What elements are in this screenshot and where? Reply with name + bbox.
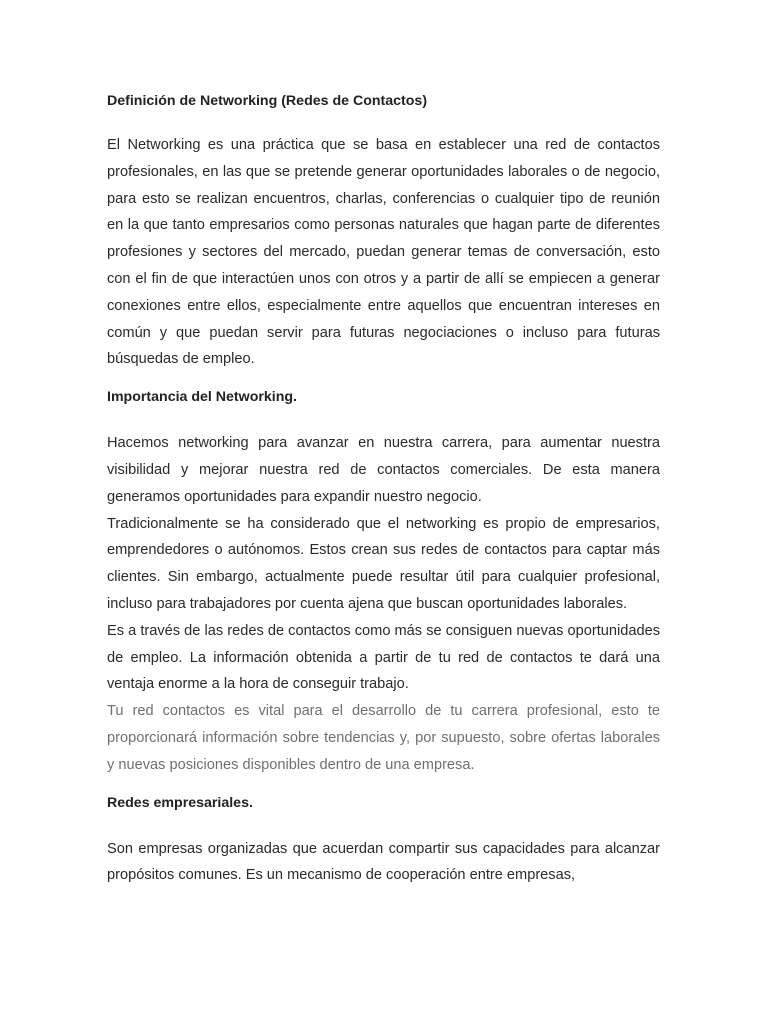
paragraph-importance-4: Tu red contactos es vital para el desarrollo de tu carrera profesional, esto te proporcionará información sobre tendencias y, por supuesto, sobre ofertas laborales y nuevas posiciones disponibles dentro de una empresa. — [107, 703, 660, 773]
paragraph-definition: El Networking es una práctica que se basa en establecer una red de contactos profesionales, en las que se pretende generar oportunidades laborales o de negocio, para esto se realizan encuentros, charlas, conferencias o cualquier tipo de reunión en la que tanto empresarios como personas naturales que hagan parte de diferentes profesiones y sectores del mercado, puedan generar temas de conversación, esto con el fin de que interactúen unos con otros y a partir de allí se empiecen a generar conexiones entre ellos, especialmente entre aquellos que encuentran intereses en común y que puedan servir para futuras negociaciones o incluso para futuras búsquedas de empleo. — [107, 137, 660, 368]
section-heading-business-networks: Redes empresariales. — [107, 794, 253, 811]
paragraph-importance-1: Hacemos networking para avanzar en nuestra carrera, para aumentar nuestra visibilidad y mejorar nuestra red de contactos comerciales. De esta manera generamos oportunidades para expandir nuestro negocio. — [107, 435, 660, 505]
paragraph-importance-2: Tradicionalmente se ha considerado que el networking es propio de empresarios, emprendedores o autónomos. Estos crean sus redes de contactos para captar más clientes. Sin embargo, actualmente puede resultar útil para cualquier profesional, incluso para trabajadores por cuenta ajena que buscan oportunidades laborales. — [107, 515, 660, 612]
section-heading-definition: Definición de Networking (Redes de Contactos) — [107, 93, 428, 109]
section-heading-importance: Importancia del Networking. — [107, 389, 297, 406]
document-page — [107, 90, 660, 889]
paragraph-importance-3: Es a través de las redes de contactos como más se consiguen nuevas oportunidades de empleo. La información obtenida a partir de tu red de contactos te dará una ventaja enorme a la hora de conseguir trabajo. — [107, 622, 660, 693]
paragraph-business-networks: Son empresas organizadas que acuerdan compartir sus capacidades para alcanzar propósitos comunes. Es un mecanismo de cooperación entre empresas, — [107, 840, 660, 884]
